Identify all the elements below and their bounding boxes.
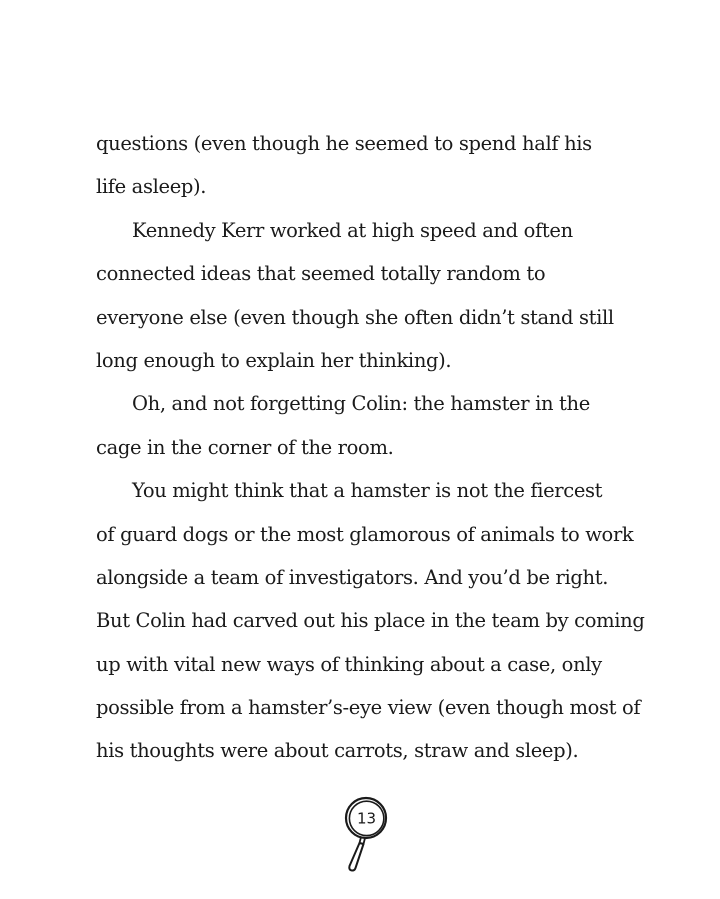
page-number: 13 — [356, 809, 377, 828]
text-line: alongside a team of investigators. And you’d be right. — [96, 565, 609, 589]
text-line: But Colin had carved out his place in the team by coming — [96, 609, 645, 633]
paragraph-start-line: Kennedy Kerr worked at high speed and often — [132, 218, 573, 242]
text-line: questions (even though he seemed to spend half his — [96, 132, 592, 155]
page-body — [96, 122, 656, 773]
text-line: long enough to explain her thinking). — [96, 348, 452, 372]
paragraph-start-line: You might think that a hamster is not the fiercest — [132, 479, 603, 503]
paragraph-start-line: Oh, and not forgetting Colin: the hamster in the — [132, 392, 590, 416]
magnifying-glass-icon — [336, 790, 396, 876]
text-line: up with vital new ways of thinking about a case, only — [96, 652, 602, 676]
text-line: cage in the corner of the room. — [96, 435, 394, 459]
text-line: of guard dogs or the most glamorous of animals to work — [96, 522, 634, 546]
text-line: connected ideas that seemed totally random to — [96, 262, 546, 286]
page-number-badge — [336, 790, 396, 876]
text-line: life asleep). — [96, 175, 207, 199]
text-line: his thoughts were about carrots, straw and sleep). — [96, 739, 579, 763]
text-line: possible from a hamster’s-eye view (even though most of — [96, 696, 641, 720]
text-line: everyone else (even though she often didn’t stand still — [96, 305, 614, 329]
